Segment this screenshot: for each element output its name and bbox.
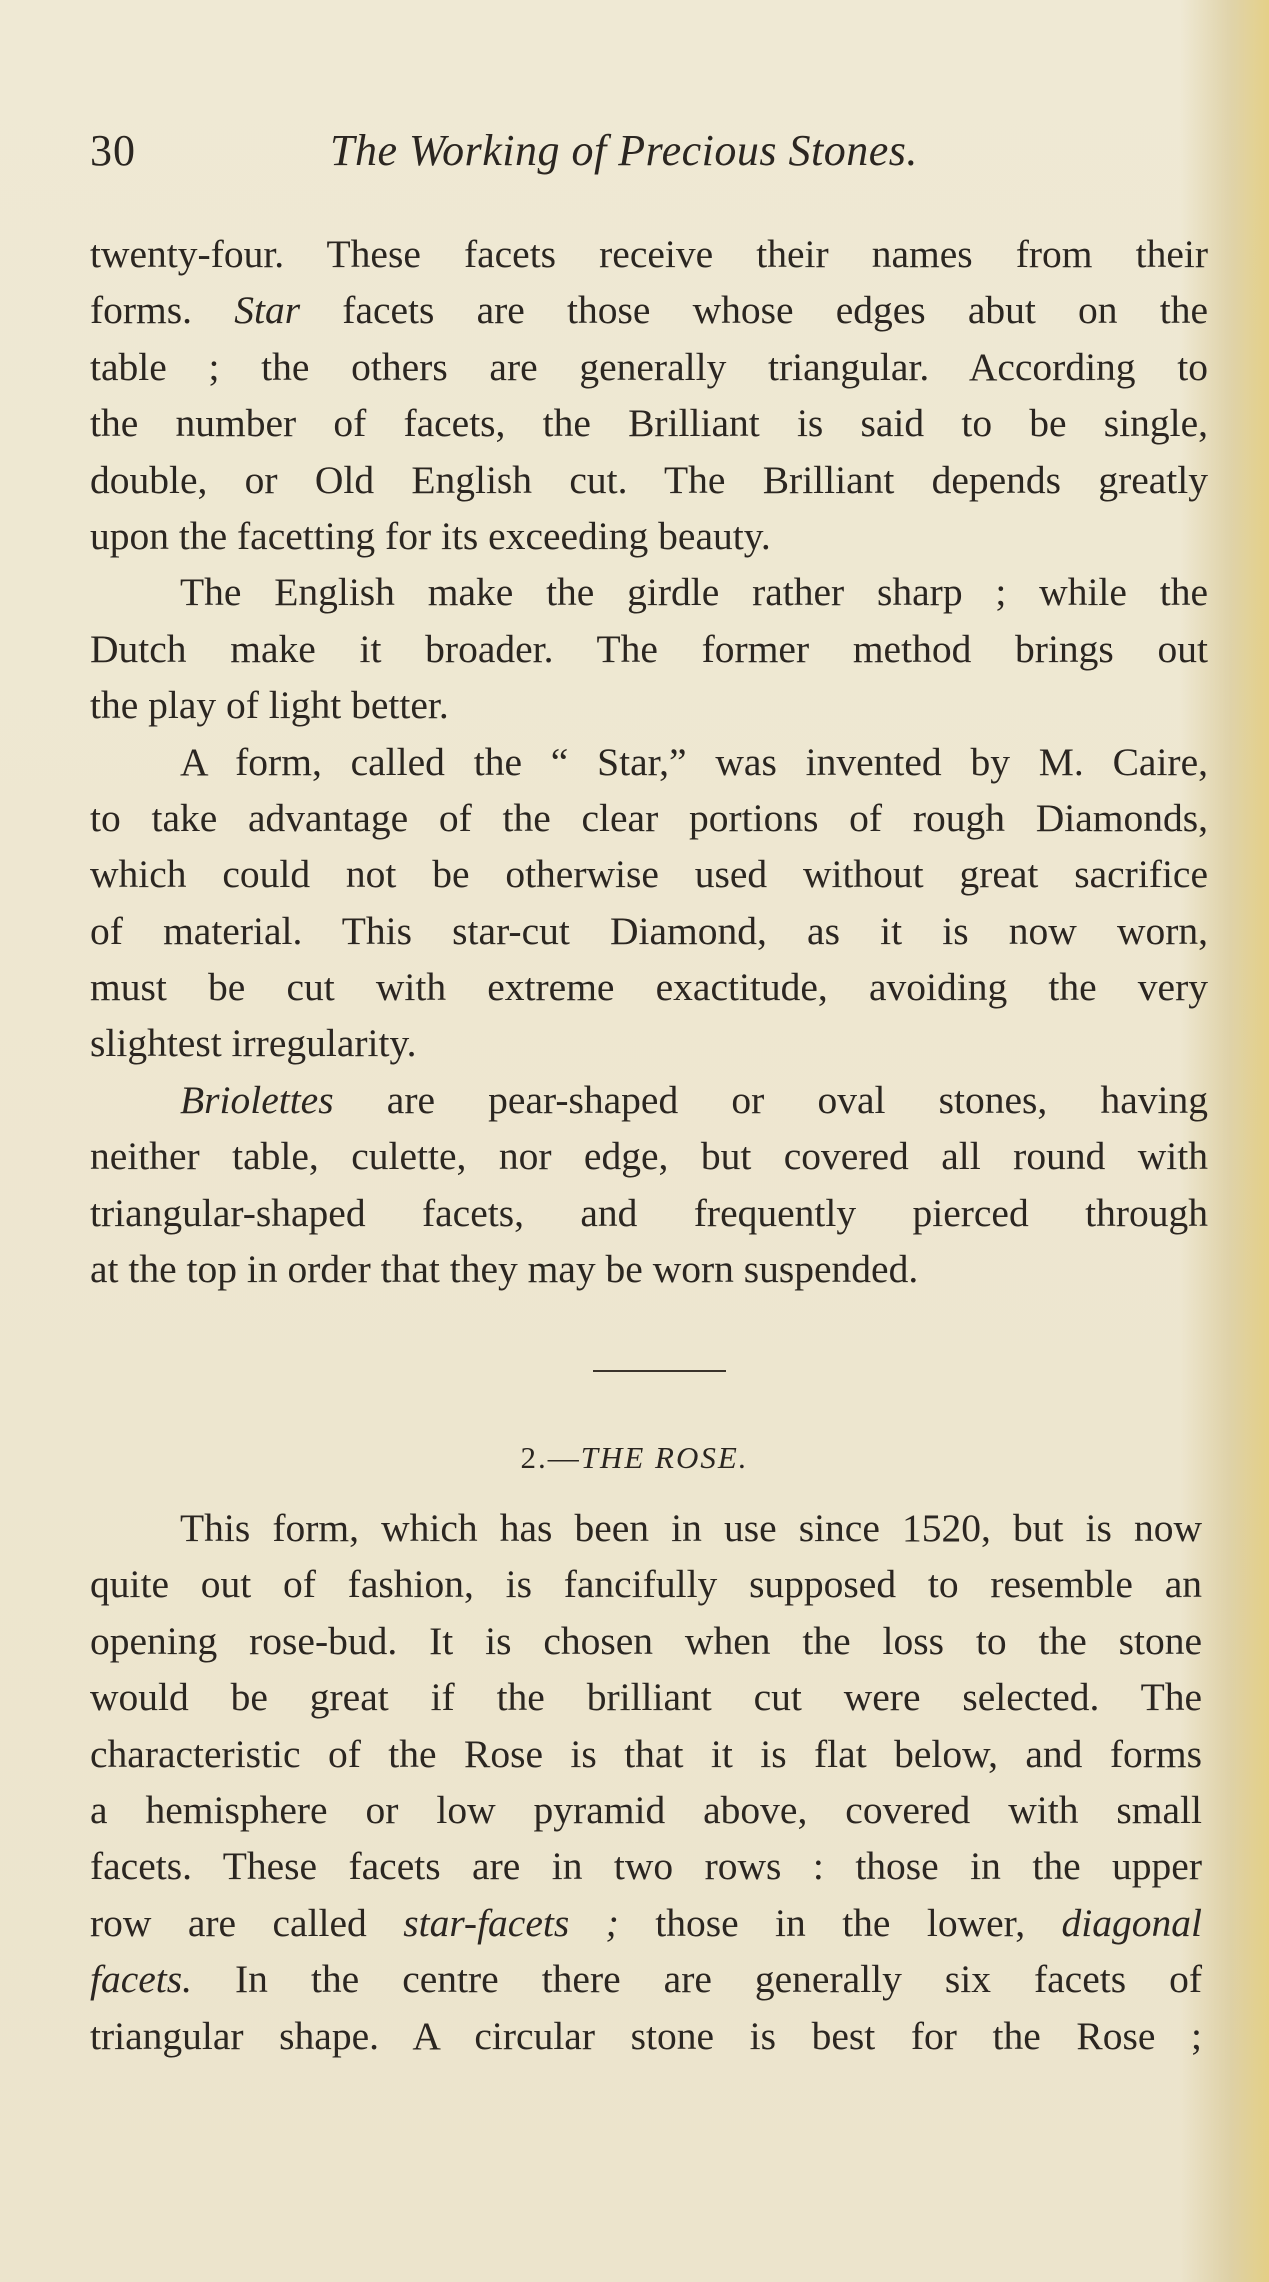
text-line: facets. These facets are in two rows : those in the upper: [90, 1844, 1202, 1889]
text-line: Briolettes are pear-shaped or oval stones, having: [180, 1077, 1208, 1122]
text-line: which could not be otherwise used without great sacrifice: [90, 852, 1208, 897]
text-line: The English make the girdle rather sharp ; while the: [180, 570, 1208, 615]
section1-text: [90, 226, 1208, 1297]
section-heading: [0, 1440, 1269, 1476]
text-line: row are called star-facets ; those in the lower, diagonal: [90, 1900, 1202, 1945]
text-line: to take advantage of the clear portions of rough Diamonds,: [90, 795, 1208, 840]
text-line: would be great if the brilliant cut were selected. The: [90, 1675, 1202, 1720]
section-divider: [593, 1370, 726, 1372]
text-line: the play of light better.: [90, 683, 449, 728]
text-line: slightest irregularity.: [90, 1021, 417, 1066]
text-line: must be cut with extreme exactitude, avoiding the very: [90, 965, 1208, 1010]
text-line: a hemisphere or low pyramid above, covered with small: [90, 1787, 1202, 1832]
text-line: at the top in order that they may be worn suspended.: [90, 1247, 919, 1292]
text-line: table ; the others are generally triangular. According to: [90, 344, 1208, 389]
text-line: upon the facetting for its exceeding beauty.: [90, 513, 771, 558]
text-line: triangular shape. A circular stone is best for the Rose ;: [90, 2013, 1202, 2058]
running-title: The Working of Precious Stones.: [330, 126, 918, 175]
text-line: This form, which has been in use since 1520, but is now: [180, 1506, 1202, 1550]
page-number: 30: [90, 126, 136, 175]
text-line: Dutch make it broader. The former method brings out: [90, 626, 1208, 671]
text-line: the number of facets, the Brilliant is said to be single,: [90, 401, 1208, 446]
text-line: opening rose-bud. It is chosen when the loss to the stone: [90, 1618, 1202, 1663]
section-title: THE ROSE.: [580, 1440, 749, 1475]
text-line: double, or Old English cut. The Brilliant depends greatly: [90, 457, 1208, 502]
page-header: [90, 125, 1200, 185]
text-line: triangular-shaped facets, and frequently pierced through: [90, 1190, 1208, 1235]
text-line: forms. Star facets are those whose edges abut on the: [90, 288, 1208, 333]
section-number: 2.—: [520, 1440, 581, 1475]
text-line: neither table, culette, nor edge, but covered all round with: [90, 1134, 1208, 1179]
text-line: twenty-four. These facets receive their names from their: [90, 232, 1208, 276]
text-line: facets. In the centre there are generally six facets of: [90, 1957, 1202, 2002]
section2-text: [90, 1500, 1202, 2064]
text-line: A form, called the “ Star,” was invented by M. Caire,: [180, 739, 1208, 784]
text-line: quite out of fashion, is fancifully supposed to resemble an: [90, 1562, 1202, 1607]
text-line: of material. This star-cut Diamond, as it is now worn,: [90, 908, 1208, 953]
text-line: characteristic of the Rose is that it is flat below, and forms: [90, 1731, 1202, 1776]
